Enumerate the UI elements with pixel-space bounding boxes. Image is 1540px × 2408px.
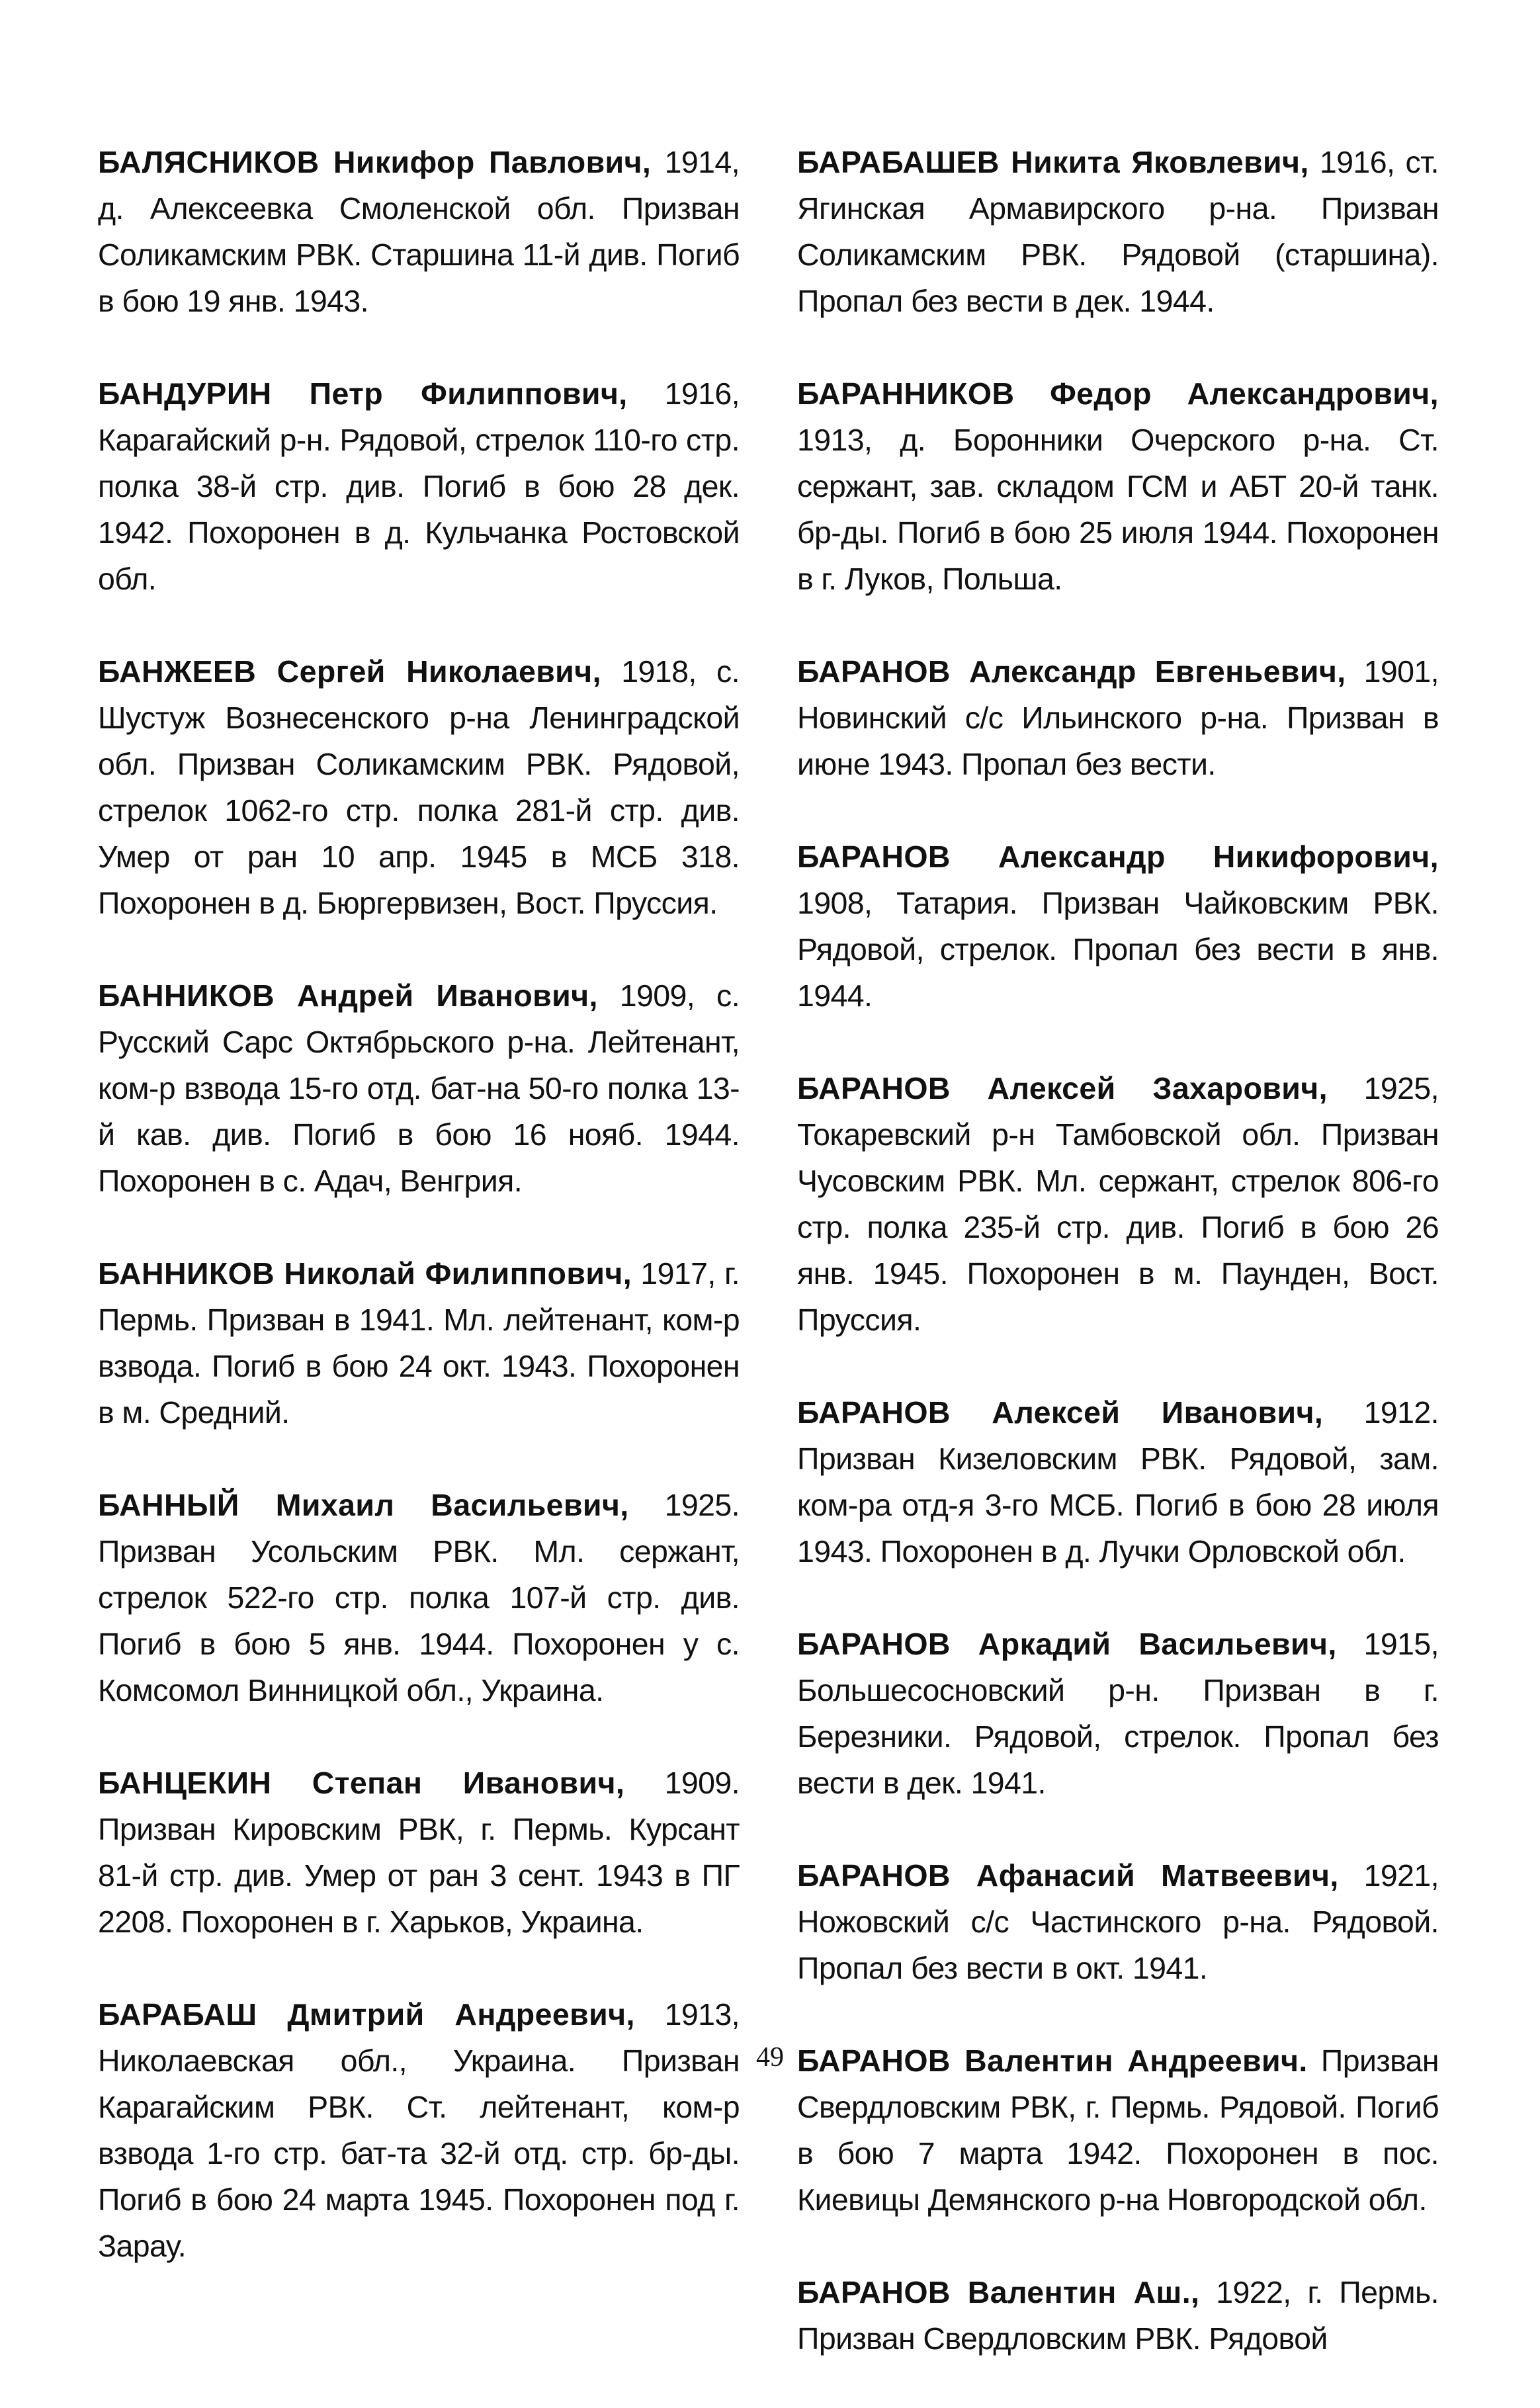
- entry: [98, 1760, 740, 1945]
- entry-text: 1916, Карагайский р-н. Рядовой, стрелок 110-го стр. полка 38-й стр. див. Погиб в бою 28 дек. 1942. Похоронен в д. Кульчанка Ростовской обл.: [98, 376, 740, 596]
- entry-name: БАРАНОВ Афанасий Матвеевич,: [797, 1858, 1339, 1893]
- entry: [797, 648, 1439, 787]
- entry-name: БАНЖЕЕВ Сергей Николаевич,: [98, 654, 601, 689]
- entry-text: 1922, г. Пермь. Призван Свердловским РВК. Рядовой: [797, 2275, 1439, 2356]
- entry: [797, 1621, 1439, 1806]
- entry-name: БАРАНОВ Валентин Аш.,: [797, 2275, 1200, 2309]
- entry-name: БАННЫЙ Михаил Васильевич,: [98, 1488, 629, 1522]
- entry-text: 1918, с. Шустуж Вознесенского р-на Ленинградской обл. Призван Соликамским РВК. Рядовой, стрелок 1062-го стр. полка 281-й стр. див. Умер от ран 10 апр. 1945 в МСБ 318. Похоронен в д. Бюргервизен, Вост. Пруссия.: [98, 654, 740, 920]
- entry-text: 1909, с. Русский Сарс Октябрьского р-на. Лейтенант, ком-р взвода 15-го отд. бат-на 50-го полка 13-й кав. див. Погиб в бою 16 нояб. 1944. Похоронен в с. Адач, Венгрия.: [98, 978, 740, 1198]
- entry: [797, 1852, 1439, 1991]
- entry-text: 1915, Большесосновский р-н. Призван в г. Березники. Рядовой, стрелок. Пропал без вести в дек. 1941.: [797, 1627, 1439, 1800]
- entry: [98, 370, 740, 602]
- entry-text: Призван Свердловским РВК, г. Пермь. Рядовой. Погиб в бою 7 марта 1942. Похоронен в пос. Киевицы Демянского р-на Новгородской обл.: [797, 2043, 1439, 2217]
- entry-text: 1908, Татария. Призван Чайковским РВК. Рядовой, стрелок. Пропал без вести в янв. 1944.: [797, 886, 1439, 1013]
- entry-text: 1925. Призван Усольским РВК. Мл. сержант, стрелок 522-го стр. полка 107-й стр. див. Погиб в бою 5 янв. 1944. Похоронен у с. Комсомол Винницкой обл., Украина.: [98, 1488, 740, 1707]
- entry-name: БАЛЯСНИКОВ Никифор Павлович,: [98, 145, 652, 179]
- entry-name: БАРАНОВ Александр Никифорович,: [797, 839, 1439, 874]
- entry: [98, 1482, 740, 1713]
- entry-text: 1917, г. Пермь. Призван в 1941. Мл. лейтенант, ком-р взвода. Погиб в бою 24 окт. 1943. Похоронен в м. Средний.: [98, 1256, 740, 1430]
- entry-name: БАННИКОВ Андрей Иванович,: [98, 978, 598, 1013]
- entry-name: БАРАНОВ Аркадий Васильевич,: [797, 1627, 1337, 1661]
- entry-name: БАРАНОВ Алексей Иванович,: [797, 1395, 1324, 1430]
- entry: [797, 139, 1439, 324]
- entry-text: 1901, Новинский с/с Ильинского р-на. Призван в июне 1943. Пропал без вести.: [797, 654, 1439, 781]
- entry: [797, 2269, 1439, 2362]
- entry-name: БАРАБАШЕВ Никита Яковлевич,: [797, 145, 1309, 179]
- entry: [797, 1065, 1439, 1343]
- entry: [98, 972, 740, 1204]
- entry: [98, 1991, 740, 2269]
- entry-text: 1916, ст. Ягинская Армавирского р-на. Призван Соликамским РВК. Рядовой (старшина). Пропал без вести в дек. 1944.: [797, 145, 1439, 318]
- entry-name: БАННИКОВ Николай Филиппович,: [98, 1256, 632, 1291]
- entry-name: БАНДУРИН Петр Филиппович,: [98, 376, 628, 411]
- entry-text: 1925, Токаревский р-н Тамбовской обл. Призван Чусовским РВК. Мл. сержант, стрелок 806-го стр. полка 235-й стр. див. Погиб в бою 26 янв. 1945. Похоронен в м. Паунден, Вост. Пруссия.: [797, 1071, 1439, 1337]
- entry: [797, 370, 1439, 602]
- entry: [98, 1250, 740, 1436]
- entry-name: БАРАНОВ Валентин Андреевич.: [797, 2043, 1308, 2078]
- left-column: [98, 139, 740, 2315]
- entry-name: БАНЦЕКИН Степан Иванович,: [98, 1766, 625, 1800]
- page-number: 49: [756, 2042, 784, 2073]
- entry: [98, 648, 740, 926]
- entry-name: БАРАБАШ Дмитрий Андреевич,: [98, 1997, 635, 2032]
- entry-text: 1909. Призван Кировским РВК, г. Пермь. Курсант 81-й стр. див. Умер от ран 3 сент. 1943 в ПГ 2208. Похоронен в г. Харьков, Украина.: [98, 1766, 740, 1939]
- entry: [797, 1389, 1439, 1574]
- entry-text: 1921, Ножовский с/с Частинского р-на. Рядовой. Пропал без вести в окт. 1941.: [797, 1858, 1439, 1985]
- entry-text: 1913, д. Боронники Очерского р-на. Ст. сержант, зав. складом ГСМ и АБТ 20-й танк. бр-ды. Погиб в бою 25 июля 1944. Похоронен в г. Луков, Польша.: [797, 423, 1439, 596]
- entry-name: БАРАНОВ Алексей Захарович,: [797, 1071, 1328, 1105]
- entry-text: 1912. Призван Кизеловским РВК. Рядовой, зам. ком-ра отд-я 3-го МСБ. Погиб в бою 28 июля 1943. Похоронен в д. Лучки Орловской обл.: [797, 1395, 1439, 1569]
- entry-name: БАРАННИКОВ Федор Александрович,: [797, 376, 1439, 411]
- entry-text: 1913, Николаевская обл., Украина. Призван Карагайским РВК. Ст. лейтенант, ком-р взвода 1-го стр. бат-та 32-й отд. стр. бр-ды. Погиб в бою 24 марта 1945. Похоронен под г. Зарау.: [98, 1997, 740, 2263]
- entry: [98, 139, 740, 324]
- entry-text: 1914, д. Алексеевка Смоленской обл. Призван Соликамским РВК. Старшина 11-й див. Погиб в бою 19 янв. 1943.: [98, 145, 740, 318]
- entry: [797, 834, 1439, 1019]
- entry-name: БАРАНОВ Александр Евгеньевич,: [797, 654, 1346, 689]
